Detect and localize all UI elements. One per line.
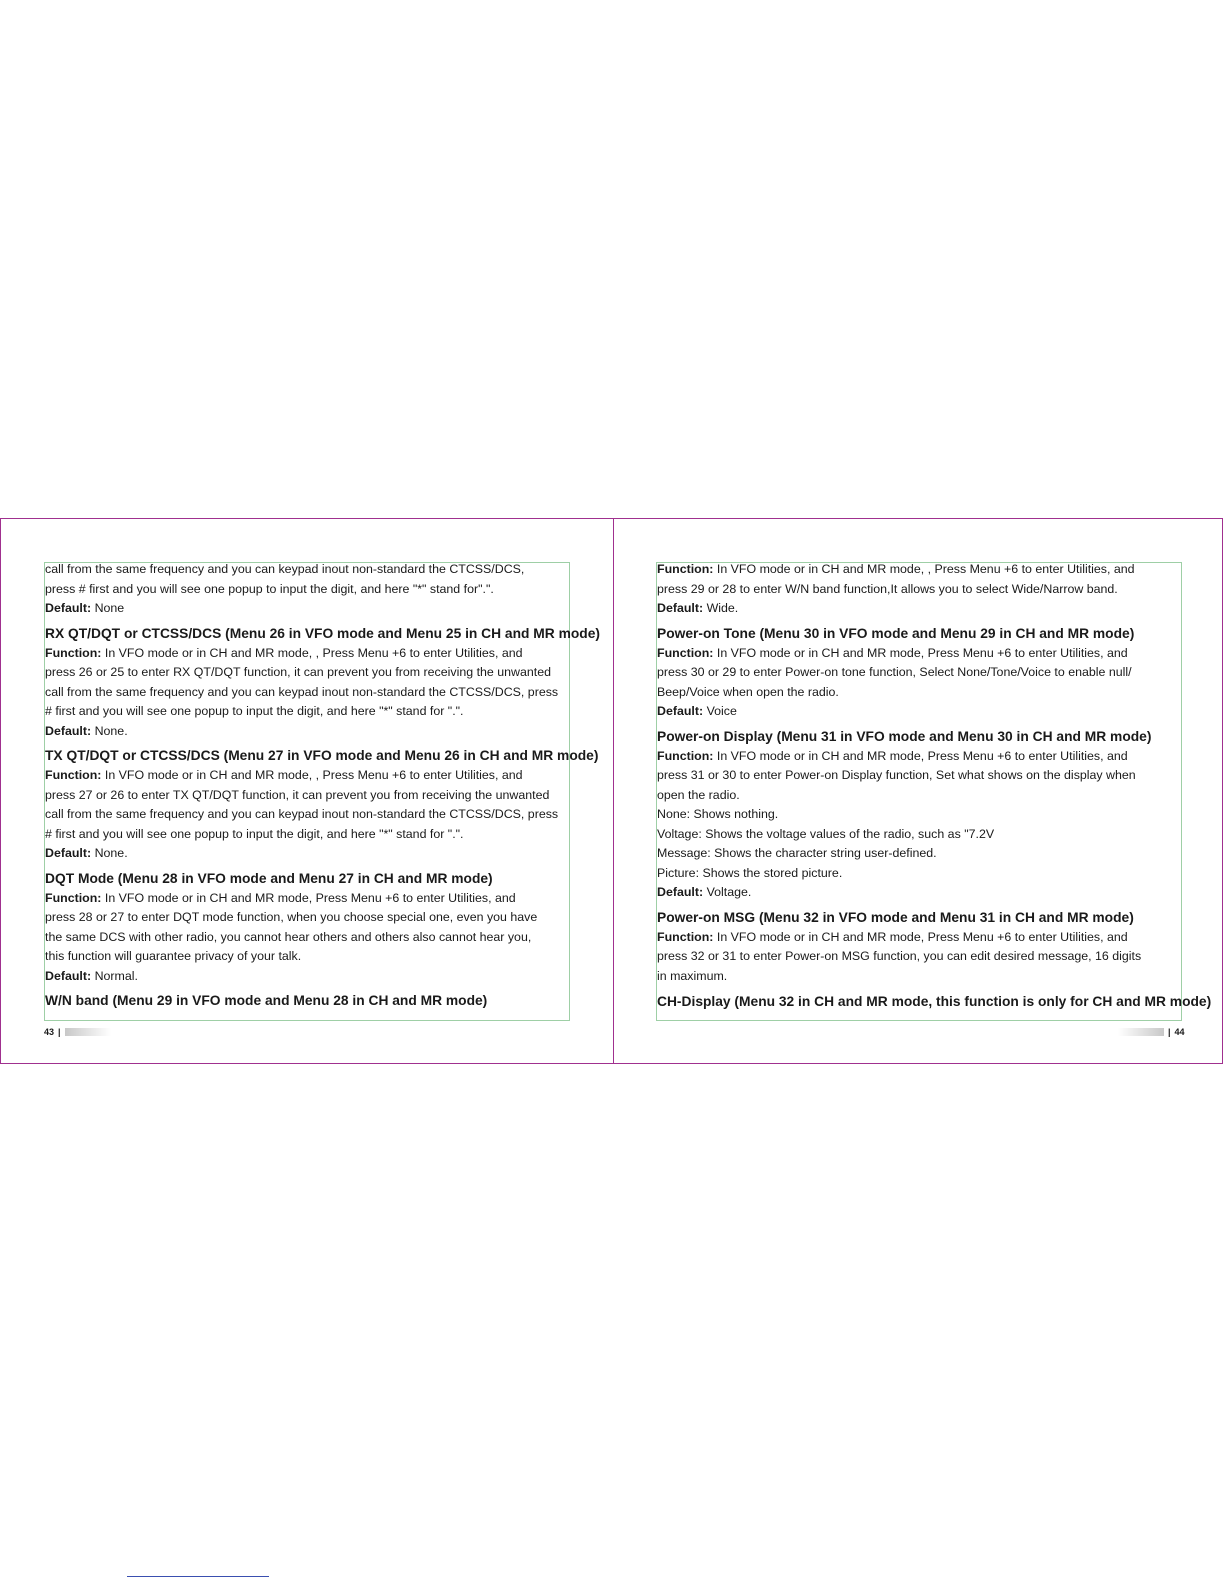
section-heading: RX QT/DQT or CTCSS/DCS (Menu 26 in VFO mode and Menu 25 in CH and MR mode) bbox=[45, 625, 600, 641]
function-line bbox=[45, 644, 605, 664]
default-value: None bbox=[91, 601, 125, 615]
body-line: None: Shows nothing. bbox=[657, 807, 779, 821]
body-text: In VFO mode or in CH and MR mode, , Press Menu +6 to enter Utilities, and bbox=[101, 645, 523, 660]
section-heading: TX QT/DQT or CTCSS/DCS (Menu 27 in VFO mode and Menu 26 in CH and MR mode) bbox=[45, 748, 599, 763]
body-text: In VFO mode or in CH and MR mode, Press Menu +6 to enter Utilities, and bbox=[101, 890, 516, 905]
default-value: None. bbox=[91, 846, 128, 860]
body-text: In VFO mode or in CH and MR mode, Press Menu +6 to enter Utilities, and bbox=[713, 748, 1128, 763]
default-label: Default: bbox=[657, 704, 704, 718]
function-line bbox=[657, 928, 1187, 948]
function-label: Function: bbox=[45, 645, 102, 660]
section-heading: Power-on MSG (Menu 32 in VFO mode and Menu 31 in CH and MR mode) bbox=[657, 909, 1134, 925]
function-label: Function: bbox=[657, 748, 714, 763]
default-line bbox=[45, 844, 605, 864]
section-heading: Power-on Display (Menu 31 in VFO mode and Menu 30 in CH and MR mode) bbox=[657, 728, 1152, 744]
default-label: Default: bbox=[45, 846, 92, 860]
function-label: Function: bbox=[657, 645, 714, 660]
body-text: In VFO mode or in CH and MR mode, , Press Menu +6 to enter Utilities, and bbox=[101, 768, 523, 782]
left-intro-line: call from the same frequency and you can keypad inout non-standard the CTCSS/DCS, bbox=[45, 562, 525, 576]
page-spread bbox=[0, 518, 1223, 1064]
default-value: Wide. bbox=[703, 601, 739, 615]
body-line: this function will guarantee privacy of your talk. bbox=[45, 949, 302, 963]
left-intro-line: press # first and you will see one popup to input the digit, and here "*" stand for".". bbox=[45, 581, 494, 596]
default-label: Default: bbox=[45, 723, 92, 738]
function-label: Function: bbox=[657, 562, 714, 576]
function-line bbox=[657, 747, 1187, 767]
folio-gradient-bar bbox=[65, 1028, 111, 1036]
body-line: press 32 or 31 to enter Power-on MSG function, you can edit desired message, 16 digits bbox=[657, 949, 1142, 963]
body-text: In VFO mode or in CH and MR mode, Press Menu +6 to enter Utilities, and bbox=[713, 645, 1128, 660]
default-label: Default: bbox=[657, 885, 704, 899]
default-line bbox=[45, 967, 605, 987]
default-line bbox=[657, 883, 1187, 903]
page-number-right bbox=[1118, 1026, 1185, 1038]
section-heading: DQT Mode (Menu 28 in VFO mode and Menu 27 in CH and MR mode) bbox=[45, 870, 493, 886]
page-divider bbox=[613, 519, 614, 1063]
function-line bbox=[657, 560, 1187, 580]
body-line: Message: Shows the character string user-defined. bbox=[657, 846, 937, 860]
body-line: # first and you will see one popup to input the digit, and here "*" stand for ".". bbox=[45, 704, 464, 718]
left-intro-default bbox=[45, 599, 605, 619]
body-line: press 30 or 29 to enter Power-on tone function, Select None/Tone/Voice to enable null/ bbox=[657, 665, 1132, 679]
body-line: Beep/Voice when open the radio. bbox=[657, 684, 839, 699]
function-line bbox=[45, 766, 605, 786]
function-line bbox=[45, 889, 605, 909]
default-line bbox=[45, 722, 605, 742]
page-number: 44 bbox=[1174, 1027, 1185, 1037]
default-label: Default: bbox=[657, 601, 704, 615]
body-line: in maximum. bbox=[657, 968, 728, 983]
body-line: the same DCS with other radio, you cannot hear others and others also cannot hear you, bbox=[45, 929, 532, 944]
body-line: open the radio. bbox=[657, 787, 740, 802]
body-line: call from the same frequency and you can keypad inout non-standard the CTCSS/DCS, press bbox=[45, 807, 559, 821]
function-label: Function: bbox=[657, 929, 714, 944]
default-label: Default: bbox=[45, 601, 92, 615]
section-heading: W/N band (Menu 29 in VFO mode and Menu 28 in CH and MR mode) bbox=[45, 993, 488, 1008]
folio-separator: | bbox=[58, 1027, 61, 1037]
default-value: Normal. bbox=[91, 968, 138, 983]
page-number: 43 bbox=[44, 1027, 55, 1037]
default-value: Voice bbox=[703, 704, 737, 718]
default-value: Voltage. bbox=[703, 885, 752, 899]
body-line: press 29 or 28 to enter W/N band function,It allows you to select Wide/Narrow band. bbox=[657, 581, 1118, 596]
default-label: Default: bbox=[45, 968, 92, 983]
body-line: press 28 or 27 to enter DQT mode function, when you choose special one, even you have bbox=[45, 910, 538, 924]
body-text: In VFO mode or in CH and MR mode, , Press Menu +6 to enter Utilities, and bbox=[713, 562, 1135, 576]
blue-underline-mark bbox=[127, 1576, 269, 1577]
body-text: In VFO mode or in CH and MR mode, Press Menu +6 to enter Utilities, and bbox=[713, 929, 1128, 944]
page-number-left bbox=[44, 1026, 111, 1038]
body-line: press 26 or 25 to enter RX QT/DQT function, it can prevent you from receiving the unwanted bbox=[45, 665, 551, 679]
body-line: call from the same frequency and you can keypad inout non-standard the CTCSS/DCS, press bbox=[45, 684, 559, 699]
function-label: Function: bbox=[45, 768, 102, 782]
default-value: None. bbox=[91, 723, 128, 738]
body-line: press 31 or 30 to enter Power-on Display function, Set what shows on the display when bbox=[657, 768, 1136, 782]
section-heading: Power-on Tone (Menu 30 in VFO mode and Menu 29 in CH and MR mode) bbox=[657, 625, 1135, 641]
function-line bbox=[657, 644, 1187, 664]
default-line bbox=[657, 702, 1187, 722]
body-line: Voltage: Shows the voltage values of the radio, such as "7.2V bbox=[657, 826, 995, 841]
left-page-text bbox=[45, 560, 605, 1011]
section-heading: CH-Display (Menu 32 in CH and MR mode, this function is only for CH and MR mode) bbox=[657, 994, 1212, 1009]
folio-gradient-bar bbox=[1118, 1028, 1164, 1036]
right-page-text bbox=[657, 560, 1212, 1012]
body-line: Picture: Shows the stored picture. bbox=[657, 865, 843, 880]
folio-separator: | bbox=[1168, 1027, 1171, 1037]
body-line: # first and you will see one popup to input the digit, and here "*" stand for ".". bbox=[45, 826, 464, 841]
function-label: Function: bbox=[45, 890, 102, 905]
default-line bbox=[657, 599, 1187, 619]
body-line: press 27 or 26 to enter TX QT/DQT function, it can prevent you from receiving the unwanted bbox=[45, 787, 550, 802]
